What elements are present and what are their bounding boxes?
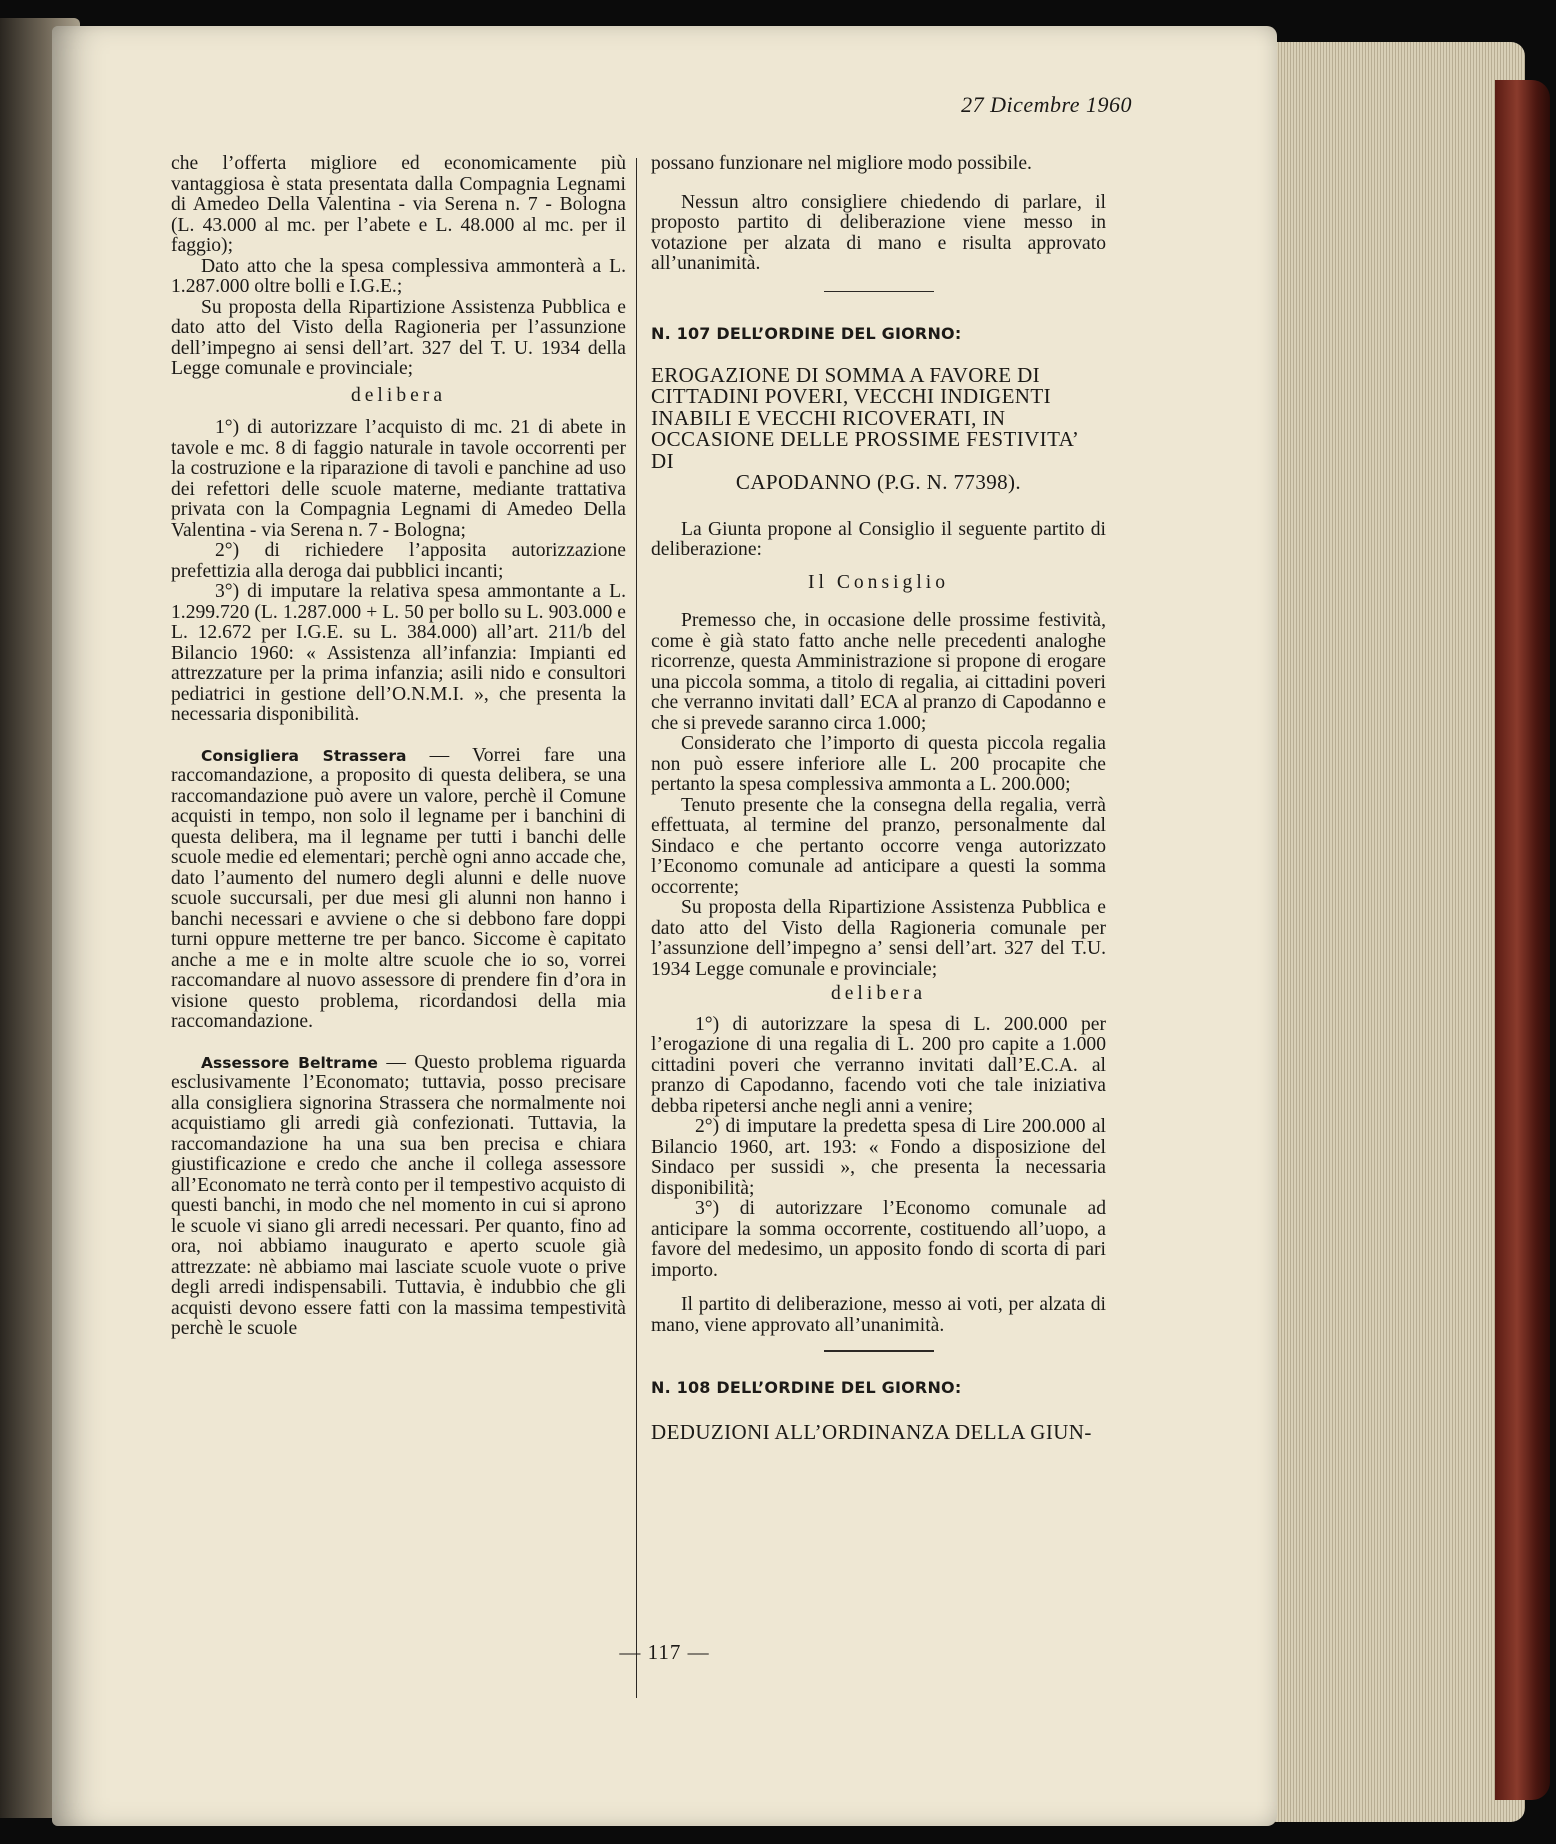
speech-beltrame [171,1053,626,1340]
delibera-item: 1°) di autorizzare l’acquisto di mc. 21 di abete in tavole e mc. 8 di faggio naturale in tavole occorrenti per la costruzione e la riparazione di tavoli e panchine ad uso dei refettori delle scuole materne, mediante trattativa privata con la Compagnia Legnami di Amedeo Della Valentina - via Serena n. 7 - Bologna; [171,417,626,541]
paragraph: che l’offerta migliore ed economicamente più vantaggiosa è stata presentata dalla Compagnia Legnami di Amedeo Della Valentina - via Serena n. 7 - Bologna (L. 43.000 al mc. per l’abete e L. 48.000 al mc. per il faggio); [171,153,626,256]
delibera-item: 2°) di richiedere l’apposita autorizzazione prefettizia alla deroga dai pubblici incanti; [171,540,626,582]
book-page [52,26,1277,1826]
speech-strassera [171,746,626,1033]
title-text-end: CAPODANNO (P.G. N. 77398). [735,470,1022,494]
paragraph: Nessun altro consigliere chiedendo di parlare, il proposto partito di deliberazione viene messo in votazione per alzata di mano e risulta approvato all’unanimità. [651,191,1106,274]
spacer [171,1033,626,1053]
paragraph: Dato atto che la spesa complessiva ammonterà a L. 1.287.000 oltre bolli e I.G.E.; [171,255,626,297]
vote-result: Il partito di deliberazione, messo ai voti, per alzata di mano, viene approvato all’unanimità. [651,1294,1106,1336]
speech-text: — Questo problema riguarda esclusivamente l’Economato; tuttavia, posso precisare alla consigliera signorina Strassera che normalmente noi acquistiamo gli arredi già confezionati. Tuttavia, la raccomandazione ha una sua ben precisa e chiara giustificazione e credo che anche il collega assessore all’Economato ne terrà conto per il tempestivo acquisto di questi banchi, in modo che nel momento in cui si aprono le scuole vi siano gli arredi necessari. Per quanto, fino ad ora, noi abbiamo inaugurato e aperto scuole già attrezzate: nè abbiamo mai lasciate scuole vuote o prive degli arredi indispensabili. Tuttavia, è indubbio che gli acquisti devono essere fatti con la massima tempestività perchè le scuole [171,1051,626,1339]
title-text: EROGAZIONE DI SOMMA A FAVORE DI CITTADINI POVERI, VECCHI INDIGENTI INABILI E VECCHI RICOVERATI, IN OCCASIONE DELLE PROSSIME FESTIVITA’ DI [651,362,1078,473]
delibera-item: 3°) di imputare la relativa spesa ammontante a L. 1.299.720 (L. 1.287.000 + L. 50 per bollo su L. 903.000 e L. 12.672 per I.G.E. su L. 384.000) all’art. 211/b del Bilancio 1960: « Assistenza all’infanzia: Impianti ed attrezzature per la prima infanzia; asili nido e consultori pediatrici in gestione dell’O.N.M.I. », che presenta la necessaria disponibilità. [171,581,626,725]
paragraph: Su proposta della Ripartizione Assistenza Pubblica e dato atto del Visto della Ragioneria per l’assunzione dell’impegno ai sensi dell’art. 327 del T. U. 1934 della Legge comunale e provinciale; [171,296,626,379]
speaker-name: Assessore Beltrame [201,1053,378,1072]
delibera-item: 2°) di imputare la predetta spesa di Lire 200.000 al Bilancio 1960, art. 193: « Fondo a disposizione del Sindaco per sussidi », che presenta la necessaria disponibilità; [651,1116,1106,1199]
agenda-heading-108: N. 108 DELL’ORDINE DEL GIORNO: [651,1377,962,1397]
page-number: — 117 — [619,1640,710,1664]
agenda-heading-107: N. 107 DELL’ORDINE DEL GIORNO: [651,324,962,343]
agenda-title-108: DEDUZIONI ALL’ORDINANZA DELLA GIUN- [651,1420,1092,1444]
page-stack-edge [1255,42,1525,1822]
paragraph: La Giunta propone al Consiglio il seguente partito di deliberazione: [651,518,1106,560]
spacer [171,726,626,746]
delibera-item: 3°) di autorizzare l’Economo comunale ad anticipare la somma occorrente, costituendo all’uopo, a favore del medesimo, un apposito fondo di scorta di pari importo. [651,1198,1106,1281]
column-divider [636,158,637,1698]
section-rule [824,291,934,293]
section-rule [824,1350,934,1352]
paragraph: Considerato che l’importo di questa piccola regalia non può essere inferiore alle L. 200 procapite che pertanto la spesa complessiva ammonta a L. 200.000; [651,733,1106,795]
delibera-item: 1°) di autorizzare la spesa di L. 200.000 per l’erogazione di una regalia di L. 200 pro capite a 1.000 cittadini poveri che verranno invitati dall’E.C.A. al pranzo di Capodanno, facendo voti che tale iniziativa debba ripetersi anche negli anni a venire; [651,1013,1106,1117]
right-column [651,154,1106,1470]
agenda-title-107 [651,362,1106,494]
book-binding [1495,80,1550,1800]
speech-text: — Vorrei fare una raccomandazione, a proposito di questa delibera, se una raccomandazione può avere un valore, perchè il Comune acquisti in tempo, non solo il legname per i banchini di questa delibera, ma il legname per tutti i banchi delle scuole medie ed elementari; perchè ogni anno accade che, dato l’aumento del numero degli alunni e delle nuove scuole succursali, per due mesi gli alunni non hanno i banchi necessari e avviene o che si debbono fare doppi turni oppure metterne tre per banco. Siccome è capitato anche a me e in molte altre scuole che io so, vorrei raccomandare al nuovo assessore di prendere fin d’ora in visione questo problema, ricordandosi della mia raccomandazione. [171,744,626,1032]
paragraph: possano funzionare nel migliore modo possibile. [651,153,1032,174]
delibera-label: delibera [350,384,447,406]
speaker-name: Consigliera Strassera [201,746,407,765]
header-date: 27 Dicembre 1960 [961,92,1132,117]
paragraph: Su proposta della Ripartizione Assistenza Pubblica e dato atto del Visto della Ragioneria comunale per l’assunzione dell’impegno a’ sensi dell’art. 327 del T.U. 1934 Legge comunale e provinciale; [651,897,1106,980]
paragraph: Tenuto presente che la consegna della regalia, verrà effettuata, al termine del pranzo, personalmente dal Sindaco e che pertanto occorre venga autorizzato l’Economo comunale ad anticipare a questi la somma occorrente; [651,794,1106,898]
delibera-label: delibera [830,983,927,1004]
left-column [171,154,626,1340]
consiglio-label: Il Consiglio [807,571,950,593]
paragraph: Premesso che, in occasione delle prossime festività, come è già stato fatto anche nelle precedenti analoghe ricorrenze, questa Amministrazione si propone di erogare una piccola somma, a titolo di regalia, ai cittadini poveri che verranno invitati dall’ ECA al pranzo di Capodanno e che si prevede saranno circa 1.000; [651,610,1106,734]
